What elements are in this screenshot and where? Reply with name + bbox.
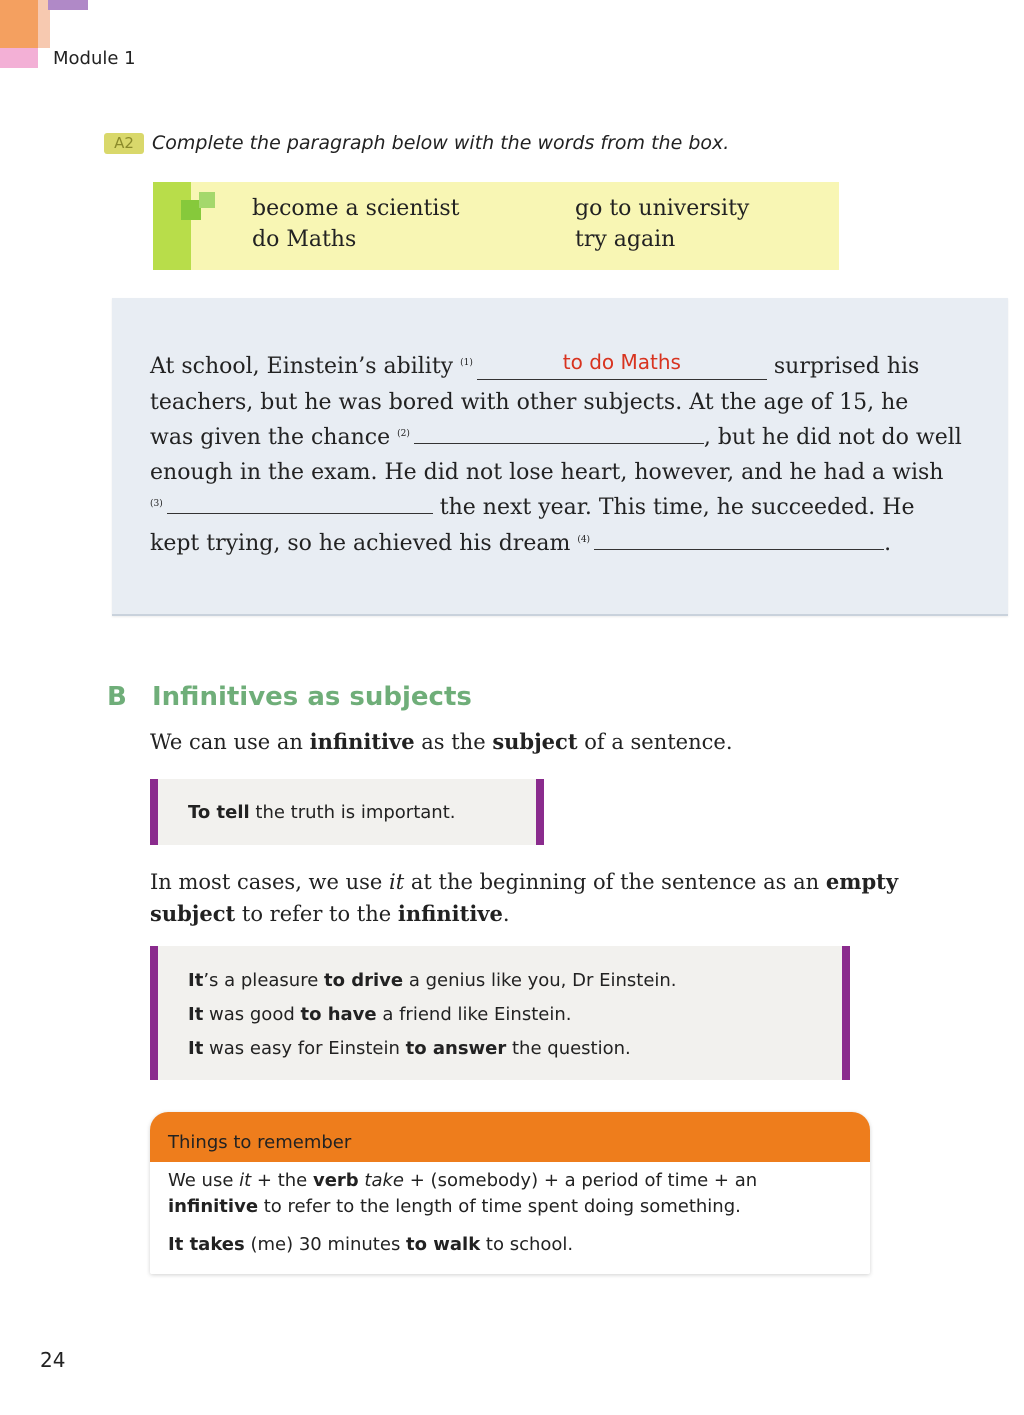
explanation-italic: it xyxy=(389,870,405,894)
example-text: (me) 30 minutes xyxy=(244,1234,407,1255)
example-text: to school. xyxy=(480,1234,574,1255)
intro-text: We can use an xyxy=(150,730,310,754)
module-label: Module 1 xyxy=(53,48,136,69)
rule-bold: verb xyxy=(312,1170,359,1191)
blank-number: (4) xyxy=(577,535,591,545)
section-intro xyxy=(150,729,733,754)
example-box-bar xyxy=(842,946,850,1080)
rule-italic: it xyxy=(239,1170,252,1191)
paragraph-line: teachers, but he was bored with other subjects. At the age of 15, he xyxy=(150,390,909,415)
intro-bold: infinitive xyxy=(309,729,415,754)
example-text: the truth is important. xyxy=(249,802,456,823)
example-bold: It xyxy=(188,1038,204,1059)
word-option: do Maths xyxy=(252,227,357,252)
corner-decoration-purple xyxy=(48,0,88,10)
example-bold: It xyxy=(188,970,204,991)
blank-1[interactable] xyxy=(477,350,767,380)
word-option: try again xyxy=(575,227,676,252)
remember-rule-line xyxy=(168,1170,757,1191)
rule-text: + the xyxy=(251,1170,313,1191)
rule-bold: infinitive xyxy=(168,1196,259,1217)
corner-decoration-pink xyxy=(0,48,38,68)
explanation-bold: empty xyxy=(825,869,899,894)
example-box-bar xyxy=(150,946,158,1080)
paragraph-line xyxy=(150,350,920,380)
explanation-text: In most cases, we use xyxy=(150,870,390,894)
section-title: Infinitives as subjects xyxy=(152,682,472,712)
example-box-bar xyxy=(150,779,158,845)
explanation-bold: subject xyxy=(150,901,236,926)
intro-bold: subject xyxy=(492,729,578,754)
example-bold: To tell xyxy=(188,802,250,823)
word-box-square-icon xyxy=(199,192,215,208)
blank-2[interactable] xyxy=(414,443,704,444)
example-sentence xyxy=(188,1004,571,1025)
word-option: become a scientist xyxy=(252,196,460,221)
explanation-text: to refer to the xyxy=(235,902,398,926)
blank-3[interactable] xyxy=(167,513,433,514)
example-bold: to have xyxy=(300,1004,377,1025)
exercise-instruction: Complete the paragraph below with the words from the box. xyxy=(152,132,730,154)
example-text: a genius like you, Dr Einstein. xyxy=(403,970,677,991)
word-box-strip xyxy=(153,182,191,270)
explanation-text: . xyxy=(502,902,510,926)
example-box-bar xyxy=(536,779,544,845)
example-bold: to answer xyxy=(405,1038,507,1059)
remember-rule-line xyxy=(168,1196,741,1217)
blank-number: (2) xyxy=(397,429,410,439)
things-to-remember-title: Things to remember xyxy=(168,1132,352,1153)
paragraph-text: surprised his xyxy=(773,354,920,379)
paragraph-line xyxy=(150,425,962,450)
section-letter: B xyxy=(107,682,127,712)
blank-number: (1) xyxy=(460,358,473,368)
explanation-text: at the beginning of the sentence as an xyxy=(404,870,826,894)
example-sentence xyxy=(188,802,455,823)
example-text: ’s a pleasure xyxy=(203,970,325,991)
paragraph-line: enough in the exam. He did not lose heart, however, and he had a wish xyxy=(150,460,944,485)
rule-text: We use xyxy=(168,1170,240,1191)
example-text: a friend like Einstein. xyxy=(376,1004,572,1025)
example-bold: It xyxy=(188,1004,204,1025)
example-sentence xyxy=(188,970,677,991)
rule-text: + (somebody) + a period of time + an xyxy=(404,1170,758,1191)
paragraph-line xyxy=(150,495,914,520)
intro-text: of a sentence. xyxy=(577,730,733,754)
example-sentence xyxy=(188,1038,631,1059)
example-bold: It takes xyxy=(168,1234,245,1255)
paragraph-text: the next year. This time, he succeeded. He xyxy=(439,495,915,520)
paragraph-text: . xyxy=(884,531,892,556)
example-text: the question. xyxy=(506,1038,631,1059)
word-box-square-icon xyxy=(181,200,201,220)
section-explanation xyxy=(150,866,950,930)
filled-answer: to do Maths xyxy=(562,350,681,374)
page-number: 24 xyxy=(40,1348,66,1372)
explanation-bold: infinitive xyxy=(397,901,503,926)
paragraph-line xyxy=(150,531,891,556)
paragraph-text: was given the chance xyxy=(150,425,391,450)
paragraph-text: kept trying, so he achieved his dream xyxy=(150,531,571,556)
rule-text: to refer to the length of time spent doing something. xyxy=(258,1196,741,1217)
example-bold: to drive xyxy=(324,970,404,991)
example-text: was easy for Einstein xyxy=(203,1038,406,1059)
paragraph-text: At school, Einstein’s ability xyxy=(150,354,454,379)
paragraph-text: , but he did not do well xyxy=(703,425,962,450)
exercise-tag: A2 xyxy=(104,133,144,154)
intro-text: as the xyxy=(414,730,493,754)
blank-number: (3) xyxy=(150,499,163,509)
example-text: was good xyxy=(203,1004,301,1025)
word-option: go to university xyxy=(575,196,750,221)
rule-italic: take xyxy=(364,1170,405,1191)
blank-4[interactable] xyxy=(594,549,884,550)
example-bold: to walk xyxy=(406,1234,481,1255)
remember-example xyxy=(168,1234,573,1255)
paragraph-panel xyxy=(112,298,1008,616)
